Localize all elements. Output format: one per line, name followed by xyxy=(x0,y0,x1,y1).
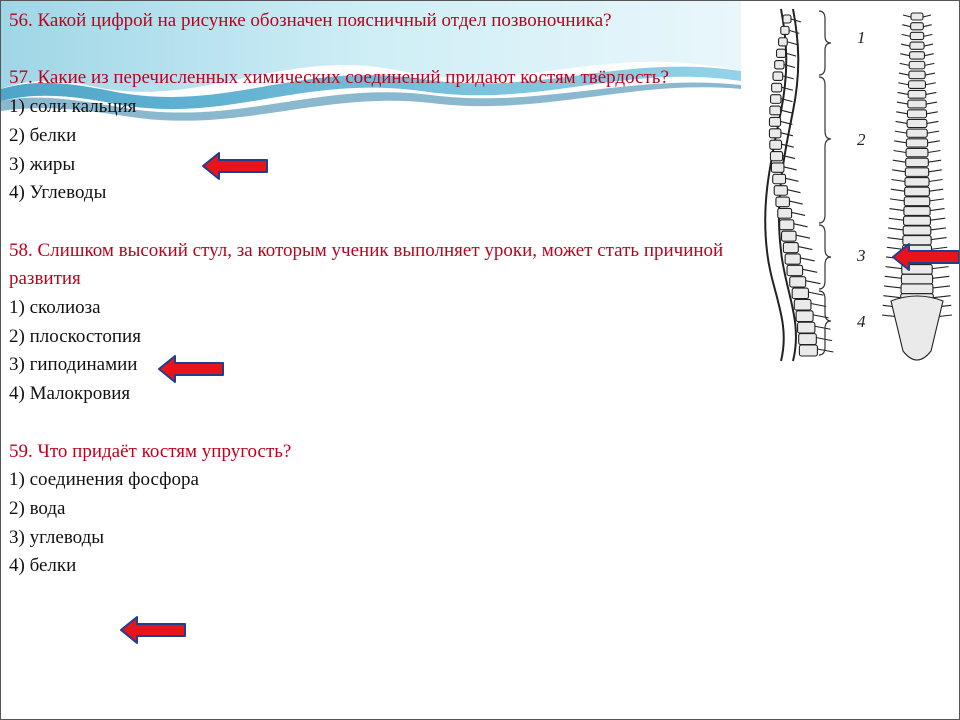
answer-58-4: 4) Малокровия xyxy=(9,383,131,405)
sacrum xyxy=(891,296,943,360)
vertebra-process xyxy=(796,235,810,238)
vertebra-front xyxy=(904,197,929,206)
section-label-2: 2 xyxy=(857,130,866,149)
arrow-left-icon xyxy=(201,151,269,181)
vertebra-side xyxy=(787,265,803,275)
vertebra-front xyxy=(901,274,932,284)
vertebra-side xyxy=(776,197,790,207)
question-58: 58. Слишком высокий стул, за которым ученик выполняет уроки, может стать причиной развития xyxy=(9,239,724,290)
vertebra-front xyxy=(903,236,931,245)
vertebra-side xyxy=(769,129,780,138)
vertebra-side xyxy=(777,49,786,57)
vertebra-side xyxy=(770,106,781,115)
vertebra-process xyxy=(794,224,808,227)
vertebra-side xyxy=(783,15,791,23)
answer-59-2: 2) вода xyxy=(9,497,66,519)
vertebra-side xyxy=(783,243,798,253)
vertebra-front xyxy=(906,139,927,147)
vertebra-process xyxy=(811,303,826,306)
vertebra-process xyxy=(782,87,793,90)
vertebra-front xyxy=(909,71,925,79)
arrow-left-icon xyxy=(157,354,225,384)
vertebra-front xyxy=(907,110,926,118)
vertebra-process xyxy=(783,76,794,79)
vertebra-side xyxy=(785,254,800,264)
vertebra-side xyxy=(798,322,815,333)
vertebra-front xyxy=(909,81,926,89)
answer-57-3: 3) жиры xyxy=(9,153,76,175)
vertebra-front xyxy=(906,148,928,156)
vertebra-front xyxy=(911,13,923,20)
vertebra-process xyxy=(787,190,800,193)
question-56: 56. Какой цифрой на рисунке обозначен поясничный отдел позвоночника? xyxy=(9,10,612,31)
vertebra-front xyxy=(907,119,927,127)
answer-59-3: 3) углеводы xyxy=(9,526,105,548)
vertebra-front xyxy=(904,216,931,225)
quiz-text xyxy=(9,7,739,581)
answer-57-1: 1) соли кальция xyxy=(9,96,137,118)
vertebra-process xyxy=(784,167,797,170)
vertebra-side xyxy=(799,334,817,345)
vertebra-process xyxy=(787,42,797,45)
vertebra-side xyxy=(770,152,782,161)
vertebra-side xyxy=(775,61,784,69)
vertebra-front xyxy=(906,158,929,166)
vertebra-process xyxy=(803,269,818,272)
vertebra-side xyxy=(773,72,783,81)
vertebra-process xyxy=(792,212,806,215)
vertebra-front xyxy=(905,168,928,177)
vertebra-front xyxy=(905,187,930,196)
vertebra-side xyxy=(796,311,813,322)
vertebra-front xyxy=(904,207,930,216)
vertebra-process xyxy=(816,338,832,341)
vertebra-side xyxy=(782,231,797,241)
vertebra-side xyxy=(771,95,781,104)
section-label-1: 1 xyxy=(857,28,866,47)
question-57: 57. Какие из перечисленных химических соединений придают костям твёрдость? xyxy=(9,67,669,89)
answer-58-1: 1) сколиоза xyxy=(9,297,101,318)
answer-58-3: 3) гиподинамии xyxy=(9,354,138,376)
vertebra-front xyxy=(910,32,923,39)
vertebra-side xyxy=(794,299,811,310)
vertebra-side xyxy=(770,140,782,149)
vertebra-process xyxy=(808,292,823,295)
vertebra-process xyxy=(798,247,812,250)
vertebra-process xyxy=(786,178,799,181)
answer-59-4: 4) белки xyxy=(9,555,77,577)
vertebra-side xyxy=(779,38,788,46)
spine-drawing xyxy=(741,1,960,373)
vertebra-process xyxy=(800,258,814,261)
vertebra-front xyxy=(905,178,929,187)
vertebra-side xyxy=(780,220,794,230)
section-label-3: 3 xyxy=(857,246,866,265)
vertebra-side xyxy=(790,277,806,287)
answer-58-2: 2) плоскостопия xyxy=(9,325,141,347)
vertebra-process xyxy=(806,281,821,284)
answer-57-2: 2) белки xyxy=(9,124,77,146)
vertebra-process xyxy=(789,201,802,204)
vertebra-front xyxy=(903,226,931,235)
vertebra-front xyxy=(911,23,924,30)
vertebra-side xyxy=(792,288,808,298)
vertebra-front xyxy=(907,129,928,137)
vertebra-process xyxy=(789,30,799,33)
vertebra-front xyxy=(910,52,925,59)
spine-illustration xyxy=(741,1,960,373)
vertebra-side xyxy=(773,174,786,183)
answer-57-4: 4) Углеводы xyxy=(9,182,107,204)
vertebra-side xyxy=(769,117,780,126)
vertebra-process xyxy=(815,326,831,329)
vertebra-front xyxy=(901,284,933,294)
answer-59-1: 1) соединения фосфора xyxy=(9,469,199,491)
vertebra-side xyxy=(774,186,787,196)
vertebra-front xyxy=(910,42,924,49)
arrow-left-icon xyxy=(119,615,187,645)
vertebra-side xyxy=(778,208,792,218)
vertebra-front xyxy=(908,90,926,98)
vertebra-side xyxy=(799,345,817,356)
vertebra-process xyxy=(781,133,793,136)
vertebra-process xyxy=(782,144,794,147)
vertebra-front xyxy=(909,61,925,68)
vertebra-side xyxy=(781,26,789,34)
vertebra-side xyxy=(772,83,782,92)
vertebra-process xyxy=(781,110,793,113)
vertebra-side xyxy=(771,163,783,172)
question-59: 59. Что придаёт костям упругость? xyxy=(9,440,292,462)
vertebra-front xyxy=(908,100,926,108)
section-label-4: 4 xyxy=(857,312,866,331)
